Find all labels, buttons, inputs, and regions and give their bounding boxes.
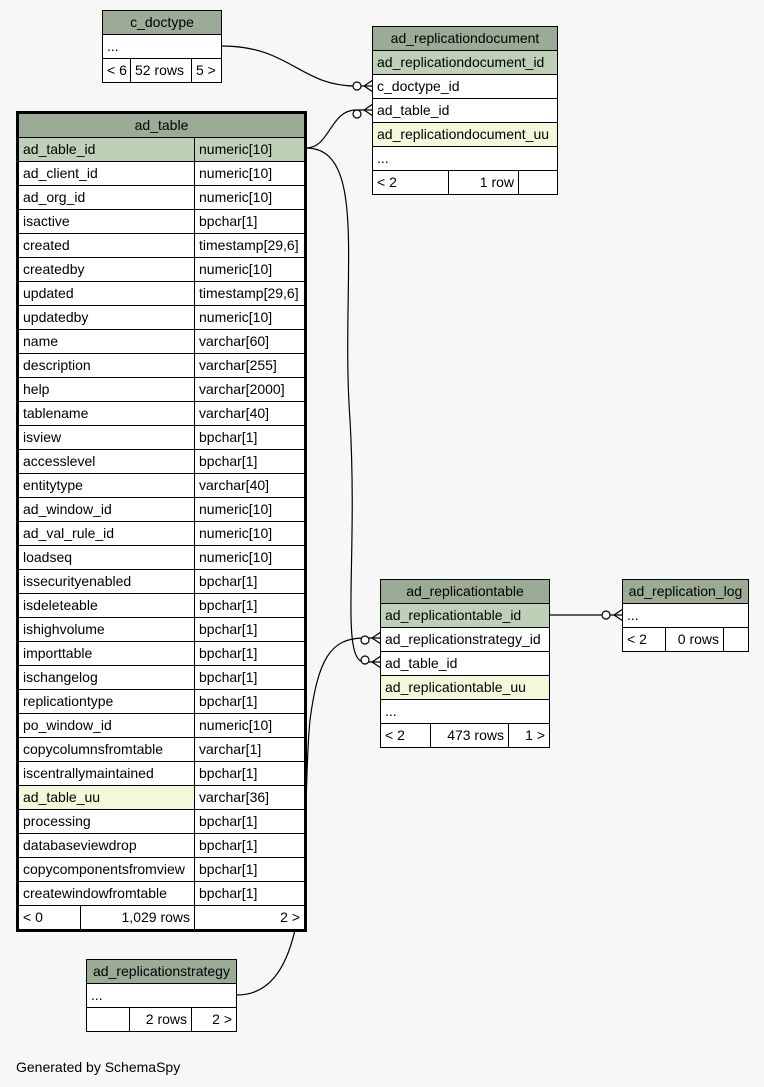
column[interactable]: ad_replicationstrategy_id — [385, 631, 541, 647]
column-name[interactable]: ad_org_id — [19, 186, 195, 209]
table-row[interactable] — [19, 834, 304, 858]
column-type: varchar[40] — [199, 477, 270, 493]
column-type: bpchar[1] — [199, 693, 258, 709]
row-count: 1,029 rows — [81, 906, 195, 929]
column-type: varchar[40] — [199, 405, 270, 421]
column-name[interactable]: ad_val_rule_id — [19, 522, 195, 545]
parents-link[interactable]: < 2 — [381, 724, 431, 747]
column-ellipsis: ... — [377, 150, 389, 166]
column-ellipsis: ... — [107, 38, 119, 54]
column-type: bpchar[1] — [199, 861, 258, 877]
table-row[interactable] — [19, 258, 304, 282]
column-name[interactable]: copycomponentsfromview — [19, 858, 195, 881]
column-name[interactable]: createdby — [19, 258, 195, 281]
column-name[interactable]: ischangelog — [19, 666, 195, 689]
table-row[interactable] — [19, 858, 304, 882]
column-name[interactable]: importtable — [19, 642, 195, 665]
table-row[interactable] — [19, 306, 304, 330]
column-name[interactable]: iscentrallymaintained — [19, 762, 195, 785]
column-name[interactable]: ishighvolume — [19, 618, 195, 641]
column-name[interactable]: processing — [19, 810, 195, 833]
column-type: numeric[10] — [199, 309, 273, 325]
parents-link[interactable]: < 0 — [19, 906, 81, 929]
parents-link[interactable]: < 2 — [623, 628, 666, 651]
children-link[interactable]: 2 > — [212, 1011, 232, 1027]
column-type: bpchar[1] — [199, 645, 258, 661]
column-type: bpchar[1] — [199, 621, 258, 637]
column-name[interactable]: description — [19, 354, 195, 377]
column-name[interactable]: copycolumnsfromtable — [19, 738, 195, 761]
column-unique[interactable]: ad_replicationdocument_uu — [377, 126, 550, 142]
relation-ad-table-doc — [306, 110, 373, 148]
row-count: 52 rows — [131, 59, 192, 82]
children-link[interactable]: 5 > — [196, 62, 216, 78]
column-name[interactable]: createwindowfromtable — [19, 882, 195, 905]
table-title[interactable]: ad_replication_log — [623, 580, 748, 604]
column-ellipsis: ... — [91, 987, 103, 1003]
table-ad-replication-log[interactable] — [622, 579, 749, 652]
table-row[interactable] — [19, 594, 304, 618]
column-type: numeric[10] — [199, 717, 273, 733]
column-type: varchar[2000] — [199, 381, 285, 397]
table-row[interactable] — [19, 618, 304, 642]
column-name[interactable]: loadseq — [19, 546, 195, 569]
column-type: bpchar[1] — [199, 453, 258, 469]
column[interactable]: ad_table_id — [377, 102, 450, 118]
table-ad-table[interactable] — [16, 111, 307, 932]
table-row[interactable] — [19, 546, 304, 570]
column-name[interactable]: entitytype — [19, 474, 195, 497]
column-name[interactable]: accesslevel — [19, 450, 195, 473]
table-c-doctype[interactable] — [102, 10, 222, 83]
column-name[interactable]: ad_client_id — [19, 162, 195, 185]
column-type: varchar[1] — [199, 741, 262, 757]
column-type: timestamp[29,6] — [199, 237, 299, 253]
children-link[interactable] — [519, 171, 557, 194]
column-pk[interactable]: ad_replicationtable_id — [385, 607, 522, 623]
column-type: bpchar[1] — [199, 837, 258, 853]
column-type: bpchar[1] — [199, 597, 258, 613]
column-unique[interactable]: ad_replicationtable_uu — [385, 679, 526, 695]
column-type: numeric[10] — [199, 549, 273, 565]
table-ad-replicationdocument[interactable] — [372, 26, 558, 195]
column-ellipsis: ... — [627, 607, 639, 623]
table-row[interactable] — [19, 690, 304, 714]
column-name[interactable]: replicationtype — [19, 690, 195, 713]
parents-link[interactable] — [87, 1008, 130, 1031]
column-name[interactable]: isdeleteable — [19, 594, 195, 617]
parents-link[interactable]: < 2 — [373, 171, 449, 194]
table-ad-replicationtable[interactable] — [380, 579, 550, 748]
column[interactable]: ad_table_id — [385, 655, 458, 671]
table-row[interactable] — [19, 786, 304, 810]
table-row[interactable] — [19, 234, 304, 258]
table-row[interactable] — [19, 666, 304, 690]
column-type: varchar[60] — [199, 333, 270, 349]
table-title[interactable]: c_doctype — [103, 11, 221, 35]
table-row[interactable] — [19, 402, 304, 426]
table-row[interactable] — [19, 162, 304, 186]
children-link[interactable]: 2 > — [280, 909, 300, 925]
table-title[interactable]: ad_replicationstrategy — [87, 960, 236, 984]
column-type: numeric[10] — [199, 525, 273, 541]
column-name[interactable]: issecurityenabled — [19, 570, 195, 593]
parents-link[interactable]: < 6 — [103, 59, 131, 82]
column-name[interactable]: ad_window_id — [19, 498, 195, 521]
column-name[interactable]: isview — [19, 426, 195, 449]
table-row[interactable] — [19, 186, 304, 210]
column-type: varchar[36] — [199, 789, 270, 805]
column-type: numeric[10] — [199, 165, 273, 181]
table-row[interactable] — [19, 282, 304, 306]
column-name[interactable]: tablename — [19, 402, 195, 425]
column-pk[interactable]: ad_replicationdocument_id — [377, 54, 545, 70]
column-type: numeric[10] — [199, 501, 273, 517]
table-row[interactable] — [19, 762, 304, 786]
table-row[interactable] — [19, 738, 304, 762]
table-row[interactable] — [19, 474, 304, 498]
table-row[interactable] — [19, 450, 304, 474]
column-name[interactable]: po_window_id — [19, 714, 195, 737]
table-row[interactable] — [19, 210, 304, 234]
column-type: timestamp[29,6] — [199, 285, 299, 301]
table-row[interactable] — [19, 522, 304, 546]
column-type: bpchar[1] — [199, 213, 258, 229]
column-type: bpchar[1] — [199, 669, 258, 685]
column-type: bpchar[1] — [199, 429, 258, 445]
children-link[interactable] — [724, 628, 748, 651]
table-row[interactable] — [19, 810, 304, 834]
column-type: bpchar[1] — [199, 573, 258, 589]
relation-ad-table-reptable — [306, 148, 381, 662]
column-name[interactable]: name — [19, 330, 195, 353]
column-type: bpchar[1] — [199, 885, 258, 901]
column-ellipsis: ... — [385, 703, 397, 719]
generated-by-label: Generated by SchemaSpy — [16, 1059, 181, 1075]
table-row[interactable] — [19, 426, 304, 450]
row-count: 1 row — [449, 171, 519, 194]
column-type: bpchar[1] — [199, 813, 258, 829]
table-row[interactable] — [19, 138, 304, 162]
table-row[interactable] — [19, 378, 304, 402]
column-name[interactable]: created — [19, 234, 195, 257]
column-type: numeric[10] — [199, 189, 273, 205]
column-name[interactable]: isactive — [19, 210, 195, 233]
column-type: varchar[255] — [199, 357, 277, 373]
column-name[interactable]: ad_table_uu — [19, 786, 195, 809]
column-type: bpchar[1] — [199, 765, 258, 781]
table-row[interactable] — [19, 354, 304, 378]
column-type: numeric[10] — [199, 141, 273, 157]
table-ad-replicationstrategy[interactable] — [86, 959, 237, 1032]
children-link[interactable]: 1 > — [525, 727, 545, 743]
table-title[interactable]: ad_table — [19, 114, 304, 138]
row-count: 2 rows — [130, 1008, 192, 1031]
column-name[interactable]: ad_table_id — [19, 138, 195, 161]
table-row[interactable] — [19, 330, 304, 354]
column-name[interactable]: help — [19, 378, 195, 401]
table-row[interactable] — [19, 498, 304, 522]
row-count: 0 rows — [666, 628, 724, 651]
table-row[interactable] — [19, 882, 304, 906]
row-count: 473 rows — [431, 724, 509, 747]
column-type: numeric[10] — [199, 261, 273, 277]
column-name[interactable]: updatedby — [19, 306, 195, 329]
table-title[interactable]: ad_replicationdocument — [373, 27, 557, 51]
column[interactable]: c_doctype_id — [377, 78, 460, 94]
column-name[interactable]: updated — [19, 282, 195, 305]
table-title[interactable]: ad_replicationtable — [381, 580, 549, 604]
relation-c-doctype — [222, 46, 373, 86]
column-name[interactable]: databaseviewdrop — [19, 834, 195, 857]
table-row[interactable] — [19, 642, 304, 666]
table-row[interactable] — [19, 714, 304, 738]
table-row[interactable] — [19, 570, 304, 594]
